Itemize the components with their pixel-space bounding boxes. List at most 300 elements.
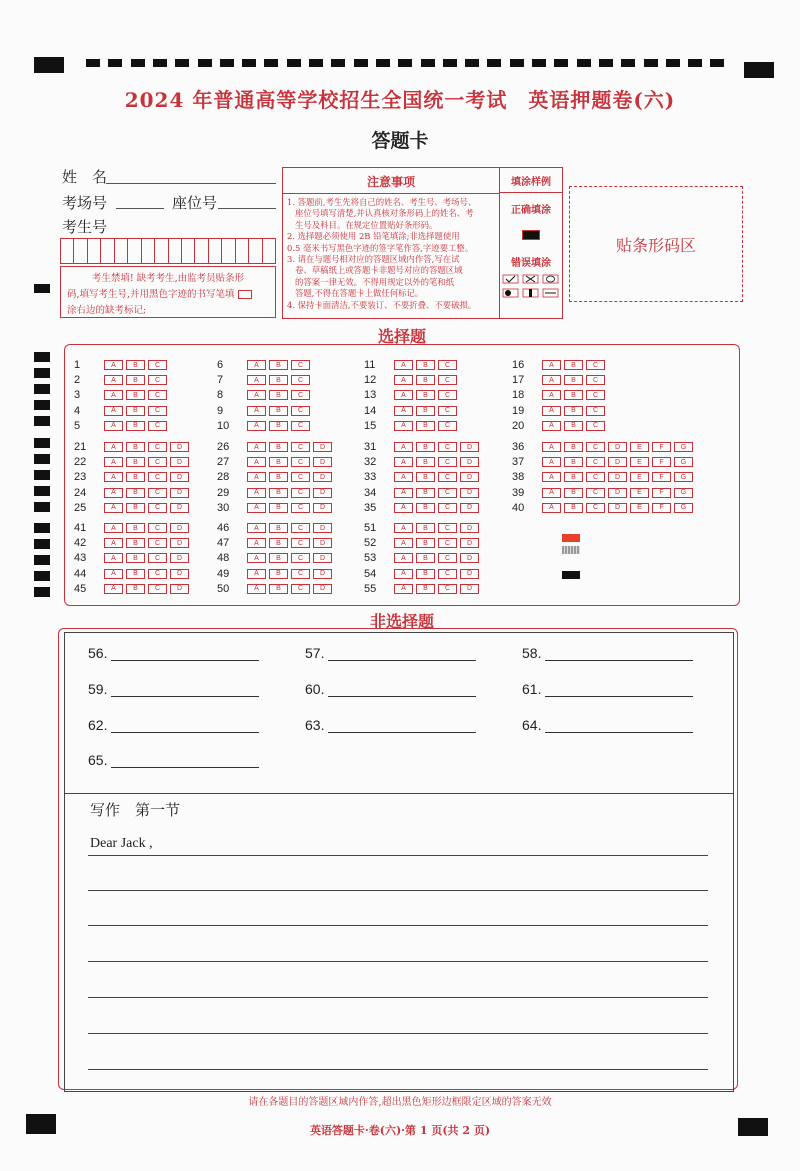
option-bubble[interactable]: A	[247, 360, 266, 370]
option-bubble[interactable]: A	[104, 472, 123, 482]
option-bubble[interactable]: C	[586, 375, 605, 385]
option-bubble[interactable]: F	[652, 488, 671, 498]
option-bubble[interactable]: A	[104, 406, 123, 416]
option-bubble[interactable]: D	[313, 457, 332, 467]
option-bubble[interactable]: A	[247, 421, 266, 431]
answer-blank[interactable]	[522, 645, 693, 661]
option-bubble[interactable]: A	[104, 421, 123, 431]
answer-line[interactable]	[545, 647, 693, 661]
option-bubble[interactable]: C	[586, 472, 605, 482]
option-bubble[interactable]: A	[247, 538, 266, 548]
option-bubble[interactable]: A	[104, 442, 123, 452]
option-bubble[interactable]: C	[291, 360, 310, 370]
option-bubble[interactable]: A	[394, 457, 413, 467]
option-bubble[interactable]: B	[564, 375, 583, 385]
option-bubble[interactable]: D	[460, 472, 479, 482]
option-bubble[interactable]: D	[170, 523, 189, 533]
option-bubble[interactable]: A	[394, 538, 413, 548]
timing-mark	[34, 368, 50, 378]
option-bubble[interactable]: G	[674, 472, 693, 482]
option-bubble[interactable]: B	[126, 442, 145, 452]
option-bubble[interactable]: A	[394, 375, 413, 385]
option-bubble[interactable]: D	[170, 472, 189, 482]
option-bubble[interactable]: B	[416, 553, 435, 563]
option-bubble[interactable]: C	[148, 553, 167, 563]
option-bubble[interactable]: F	[652, 503, 671, 513]
answer-line[interactable]	[111, 719, 259, 733]
option-bubble[interactable]: B	[416, 472, 435, 482]
question-number: 2	[74, 374, 81, 387]
answer-blank[interactable]	[305, 681, 476, 697]
option-bubble[interactable]: A	[247, 472, 266, 482]
option-bubble[interactable]: B	[269, 569, 288, 579]
question-number: 27	[217, 456, 230, 469]
option-bubble[interactable]: C	[148, 538, 167, 548]
option-bubble[interactable]: B	[416, 421, 435, 431]
option-bubble[interactable]: G	[674, 488, 693, 498]
option-bubble[interactable]: A	[247, 523, 266, 533]
option-bubble[interactable]: D	[460, 457, 479, 467]
option-bubble[interactable]: G	[674, 442, 693, 452]
absent-mark-box[interactable]	[238, 290, 252, 299]
option-bubble[interactable]: C	[438, 523, 457, 533]
option-bubble[interactable]: C	[586, 457, 605, 467]
option-bubble[interactable]: B	[416, 538, 435, 548]
option-bubble[interactable]: C	[438, 375, 457, 385]
answer-blank[interactable]	[88, 645, 259, 661]
timing-mark	[554, 59, 568, 67]
option-bubble[interactable]: D	[460, 523, 479, 533]
option-bubble[interactable]: C	[148, 523, 167, 533]
option-bubble[interactable]: D	[170, 457, 189, 467]
option-bubble[interactable]: B	[269, 523, 288, 533]
option-bubble[interactable]: C	[148, 390, 167, 400]
option-bubble[interactable]: C	[438, 457, 457, 467]
option-bubble[interactable]: C	[291, 553, 310, 563]
timing-mark	[577, 59, 591, 67]
option-bubble[interactable]: F	[652, 472, 671, 482]
page-footer: 英语答题卡·卷(六)·第 1 页(共 2 页)	[309, 1124, 491, 1137]
writing-line[interactable]	[88, 1069, 708, 1070]
option-bubble[interactable]: E	[630, 472, 649, 482]
option-bubble[interactable]: B	[416, 375, 435, 385]
option-bubble[interactable]: C	[291, 457, 310, 467]
student-id-grid[interactable]	[60, 238, 276, 264]
option-bubble[interactable]: C	[291, 569, 310, 579]
option-bubble[interactable]: A	[542, 503, 561, 513]
option-bubble[interactable]: A	[247, 488, 266, 498]
name-field[interactable]	[106, 183, 276, 184]
option-bubble[interactable]: C	[148, 472, 167, 482]
option-bubble[interactable]: A	[394, 472, 413, 482]
answer-line[interactable]	[328, 683, 476, 697]
option-bubble[interactable]: A	[394, 523, 413, 533]
option-bubble[interactable]: B	[269, 553, 288, 563]
option-bubble[interactable]: D	[313, 523, 332, 533]
choice-question	[512, 404, 608, 418]
option-bubble[interactable]: A	[247, 442, 266, 452]
option-bubble[interactable]: B	[126, 584, 145, 594]
option-bubble[interactable]: B	[126, 523, 145, 533]
option-bubble[interactable]: B	[416, 488, 435, 498]
option-bubble[interactable]: C	[438, 569, 457, 579]
option-bubble[interactable]: G	[674, 503, 693, 513]
timing-mark	[398, 59, 412, 67]
answer-blank[interactable]	[522, 681, 693, 697]
option-bubble[interactable]: A	[394, 503, 413, 513]
option-bubble[interactable]: B	[126, 472, 145, 482]
choice-question	[217, 358, 313, 372]
option-bubble[interactable]: B	[564, 503, 583, 513]
option-bubble[interactable]: C	[586, 503, 605, 513]
name-label: 姓 名	[62, 168, 108, 186]
option-bubble[interactable]: A	[247, 584, 266, 594]
timing-mark	[510, 59, 524, 67]
option-bubble[interactable]: A	[104, 503, 123, 513]
option-bubble[interactable]: C	[438, 360, 457, 370]
answer-line[interactable]	[111, 647, 259, 661]
answer-number: 63.	[305, 717, 325, 733]
option-bubble[interactable]: C	[291, 390, 310, 400]
option-bubble[interactable]: B	[416, 457, 435, 467]
option-bubble[interactable]: B	[269, 406, 288, 416]
answer-line[interactable]	[545, 683, 693, 697]
option-bubble[interactable]: C	[148, 503, 167, 513]
answer-blank[interactable]	[522, 717, 693, 733]
answer-number: 59.	[88, 681, 108, 697]
option-bubble[interactable]: A	[394, 406, 413, 416]
option-bubble[interactable]: A	[104, 523, 123, 533]
question-number: 35	[364, 501, 377, 514]
option-bubble[interactable]: C	[586, 442, 605, 452]
option-bubble[interactable]: B	[416, 442, 435, 452]
option-bubble[interactable]: A	[247, 503, 266, 513]
option-bubble[interactable]: A	[247, 390, 266, 400]
option-bubble[interactable]: B	[416, 406, 435, 416]
option-bubble[interactable]: B	[269, 472, 288, 482]
option-bubble[interactable]: D	[608, 488, 627, 498]
question-number: 36	[512, 441, 525, 453]
question-number: 41	[74, 522, 87, 534]
option-bubble[interactable]: C	[291, 523, 310, 533]
option-bubble[interactable]: B	[126, 421, 145, 431]
notes-title: 注意事项	[283, 168, 499, 194]
choice-question	[512, 470, 696, 484]
option-bubble[interactable]: A	[542, 472, 561, 482]
notes-item: 1. 答题前,考生先将自己的姓名、考生号、考场号、	[287, 197, 477, 207]
option-bubble[interactable]: E	[630, 488, 649, 498]
option-bubble[interactable]: C	[291, 488, 310, 498]
choice-question	[364, 470, 482, 484]
question-number: 43	[74, 552, 87, 565]
option-bubble[interactable]: B	[126, 375, 145, 385]
choice-question	[74, 404, 170, 418]
notes-item: 0.5 毫米书写黑色字迹的签字笔作答,字迹要工整。	[287, 242, 474, 253]
option-bubble[interactable]: A	[104, 569, 123, 579]
choice-question	[364, 419, 460, 433]
option-bubble[interactable]: C	[438, 421, 457, 431]
option-bubble[interactable]: A	[542, 360, 561, 370]
option-bubble[interactable]: C	[438, 538, 457, 548]
option-bubble[interactable]: A	[394, 569, 413, 579]
question-number: 12	[364, 374, 377, 387]
option-bubble[interactable]: F	[652, 442, 671, 452]
option-bubble[interactable]: A	[247, 569, 266, 579]
option-bubble[interactable]: B	[269, 457, 288, 467]
option-bubble[interactable]: D	[608, 472, 627, 482]
option-bubble[interactable]: B	[126, 457, 145, 467]
option-bubble[interactable]: D	[460, 442, 479, 452]
option-bubble[interactable]: C	[148, 584, 167, 594]
option-bubble[interactable]: D	[608, 503, 627, 513]
option-bubble[interactable]: C	[291, 538, 310, 548]
option-bubble[interactable]: A	[104, 488, 123, 498]
option-bubble[interactable]: A	[542, 390, 561, 400]
writing-line[interactable]	[88, 997, 708, 998]
option-bubble[interactable]: D	[313, 472, 332, 482]
choice-question	[74, 567, 192, 581]
option-bubble[interactable]: B	[126, 488, 145, 498]
question-number: 29	[217, 486, 230, 499]
option-bubble[interactable]: B	[269, 375, 288, 385]
option-bubble[interactable]: A	[104, 553, 123, 563]
answer-line[interactable]	[328, 719, 476, 733]
question-number: 3	[74, 389, 81, 402]
answer-line[interactable]	[111, 683, 259, 697]
answer-number: 61.	[522, 681, 542, 697]
option-bubble[interactable]: B	[564, 442, 583, 452]
option-bubble[interactable]: A	[104, 584, 123, 594]
option-bubble[interactable]: A	[104, 375, 123, 385]
option-bubble[interactable]: C	[148, 421, 167, 431]
option-bubble[interactable]: D	[170, 584, 189, 594]
seat-field[interactable]	[218, 208, 276, 209]
option-bubble[interactable]: C	[438, 472, 457, 482]
timing-mark	[34, 284, 50, 293]
option-bubble[interactable]: B	[416, 584, 435, 594]
answer-line[interactable]	[111, 754, 259, 768]
timing-mark	[34, 438, 50, 448]
answer-line[interactable]	[328, 647, 476, 661]
question-number: 20	[512, 419, 525, 432]
option-bubble[interactable]: A	[542, 375, 561, 385]
option-bubble[interactable]: B	[416, 569, 435, 579]
option-bubble[interactable]: A	[394, 553, 413, 563]
option-bubble[interactable]: B	[269, 390, 288, 400]
option-bubble[interactable]: D	[460, 488, 479, 498]
option-bubble[interactable]: B	[269, 360, 288, 370]
question-number: 51	[364, 522, 377, 534]
option-bubble[interactable]: B	[126, 553, 145, 563]
option-bubble[interactable]: D	[608, 457, 627, 467]
option-bubble[interactable]: D	[313, 503, 332, 513]
option-bubble[interactable]: C	[438, 553, 457, 563]
option-bubble[interactable]: B	[269, 421, 288, 431]
option-bubble[interactable]: C	[438, 406, 457, 416]
option-bubble[interactable]: A	[394, 421, 413, 431]
room-field[interactable]	[116, 208, 164, 209]
option-bubble[interactable]: D	[313, 488, 332, 498]
option-bubble[interactable]: D	[170, 538, 189, 548]
answer-blank[interactable]	[88, 752, 259, 768]
option-bubble[interactable]: C	[291, 421, 310, 431]
option-bubble[interactable]: B	[564, 488, 583, 498]
option-bubble[interactable]: C	[291, 472, 310, 482]
option-bubble[interactable]: B	[564, 421, 583, 431]
choice-question	[74, 470, 192, 484]
option-bubble[interactable]: A	[394, 442, 413, 452]
option-bubble[interactable]: F	[652, 457, 671, 467]
option-bubble[interactable]: A	[542, 457, 561, 467]
option-bubble[interactable]: C	[586, 488, 605, 498]
option-bubble[interactable]: D	[460, 553, 479, 563]
option-bubble[interactable]: C	[291, 442, 310, 452]
option-bubble[interactable]: B	[416, 523, 435, 533]
option-bubble[interactable]: A	[542, 442, 561, 452]
question-number: 31	[364, 441, 377, 453]
option-bubble[interactable]: D	[170, 553, 189, 563]
writing-line[interactable]	[88, 855, 708, 856]
option-bubble[interactable]: B	[126, 538, 145, 548]
option-bubble[interactable]: C	[148, 360, 167, 370]
answer-blank[interactable]	[88, 717, 259, 733]
option-bubble[interactable]: B	[269, 488, 288, 498]
option-bubble[interactable]: D	[460, 538, 479, 548]
answer-blank[interactable]	[305, 645, 476, 661]
option-bubble[interactable]: E	[630, 503, 649, 513]
option-bubble[interactable]: B	[269, 442, 288, 452]
option-bubble[interactable]: A	[247, 375, 266, 385]
timing-mark	[376, 59, 390, 67]
option-bubble[interactable]: B	[126, 503, 145, 513]
option-bubble[interactable]: A	[247, 457, 266, 467]
option-bubble[interactable]: B	[416, 390, 435, 400]
option-bubble[interactable]: D	[170, 569, 189, 579]
option-bubble[interactable]: A	[104, 457, 123, 467]
option-bubble[interactable]: A	[104, 390, 123, 400]
option-bubble[interactable]: B	[564, 360, 583, 370]
choice-question	[217, 567, 335, 581]
option-bubble[interactable]: C	[586, 390, 605, 400]
option-bubble[interactable]: C	[438, 503, 457, 513]
option-bubble[interactable]: B	[126, 406, 145, 416]
option-bubble[interactable]: D	[608, 442, 627, 452]
option-bubble[interactable]: A	[104, 360, 123, 370]
option-bubble[interactable]: C	[438, 584, 457, 594]
option-bubble[interactable]: B	[269, 584, 288, 594]
writing-line[interactable]	[88, 1033, 708, 1034]
option-bubble[interactable]: A	[394, 584, 413, 594]
option-bubble[interactable]: C	[438, 390, 457, 400]
answer-number: 62.	[88, 717, 108, 733]
option-bubble[interactable]: C	[586, 421, 605, 431]
option-bubble[interactable]: C	[148, 375, 167, 385]
option-bubble[interactable]: D	[460, 569, 479, 579]
choice-question	[217, 521, 335, 535]
option-bubble[interactable]: B	[126, 390, 145, 400]
writing-title: 写作 第一节	[90, 801, 181, 819]
option-bubble[interactable]: D	[313, 584, 332, 594]
answer-frame	[64, 632, 734, 1092]
option-bubble[interactable]: D	[313, 538, 332, 548]
option-bubble[interactable]: B	[564, 390, 583, 400]
option-bubble[interactable]: B	[269, 503, 288, 513]
option-bubble[interactable]: A	[394, 390, 413, 400]
notes-item: 3. 请在与题号相对应的答题区域内作答,写在试	[287, 254, 460, 265]
option-bubble[interactable]: B	[564, 457, 583, 467]
option-bubble[interactable]: C	[586, 360, 605, 370]
option-bubble[interactable]: D	[170, 488, 189, 498]
choice-question	[364, 373, 460, 387]
timing-mark	[465, 59, 479, 67]
option-bubble[interactable]: C	[148, 442, 167, 452]
option-bubble[interactable]: B	[564, 472, 583, 482]
option-bubble[interactable]: C	[291, 406, 310, 416]
option-bubble[interactable]: D	[170, 503, 189, 513]
option-bubble[interactable]: E	[630, 442, 649, 452]
option-bubble[interactable]: G	[674, 457, 693, 467]
writing-line[interactable]	[88, 890, 708, 891]
option-bubble[interactable]: A	[104, 538, 123, 548]
option-bubble[interactable]: C	[148, 488, 167, 498]
timing-mark	[220, 59, 234, 67]
answer-line[interactable]	[545, 719, 693, 733]
option-bubble[interactable]: B	[269, 538, 288, 548]
writing-line[interactable]	[88, 925, 708, 926]
option-bubble[interactable]: D	[170, 442, 189, 452]
option-bubble[interactable]: B	[416, 360, 435, 370]
option-bubble[interactable]: C	[291, 584, 310, 594]
option-bubble[interactable]: D	[460, 584, 479, 594]
option-bubble[interactable]: C	[438, 488, 457, 498]
sample-grey-mark	[562, 546, 580, 554]
option-bubble[interactable]: C	[291, 503, 310, 513]
option-bubble[interactable]: A	[542, 406, 561, 416]
question-number: 52	[364, 537, 377, 550]
writing-line[interactable]	[88, 961, 708, 962]
question-number: 8	[217, 389, 224, 402]
question-number: 17	[512, 374, 525, 387]
option-bubble[interactable]: B	[126, 569, 145, 579]
option-bubble[interactable]: D	[460, 503, 479, 513]
option-bubble[interactable]: C	[148, 569, 167, 579]
option-bubble[interactable]: C	[148, 457, 167, 467]
option-bubble[interactable]: B	[126, 360, 145, 370]
answer-blank[interactable]	[88, 681, 259, 697]
option-bubble[interactable]: D	[313, 569, 332, 579]
answer-blank[interactable]	[305, 717, 476, 733]
option-bubble[interactable]: D	[313, 442, 332, 452]
option-bubble[interactable]: C	[438, 442, 457, 452]
option-bubble[interactable]: A	[394, 360, 413, 370]
option-bubble[interactable]: C	[148, 406, 167, 416]
option-bubble[interactable]: D	[313, 553, 332, 563]
question-number: 34	[364, 486, 377, 499]
option-bubble[interactable]: B	[564, 406, 583, 416]
choice-question	[364, 501, 482, 515]
option-bubble[interactable]: E	[630, 457, 649, 467]
option-bubble[interactable]: A	[542, 421, 561, 431]
option-bubble[interactable]: A	[542, 488, 561, 498]
question-number: 21	[74, 441, 87, 453]
option-bubble[interactable]: A	[247, 553, 266, 563]
timing-mark	[34, 454, 50, 464]
option-bubble[interactable]: C	[291, 375, 310, 385]
option-bubble[interactable]: A	[394, 488, 413, 498]
option-bubble[interactable]: C	[586, 406, 605, 416]
option-bubble[interactable]: A	[247, 406, 266, 416]
option-bubble[interactable]: B	[416, 503, 435, 513]
